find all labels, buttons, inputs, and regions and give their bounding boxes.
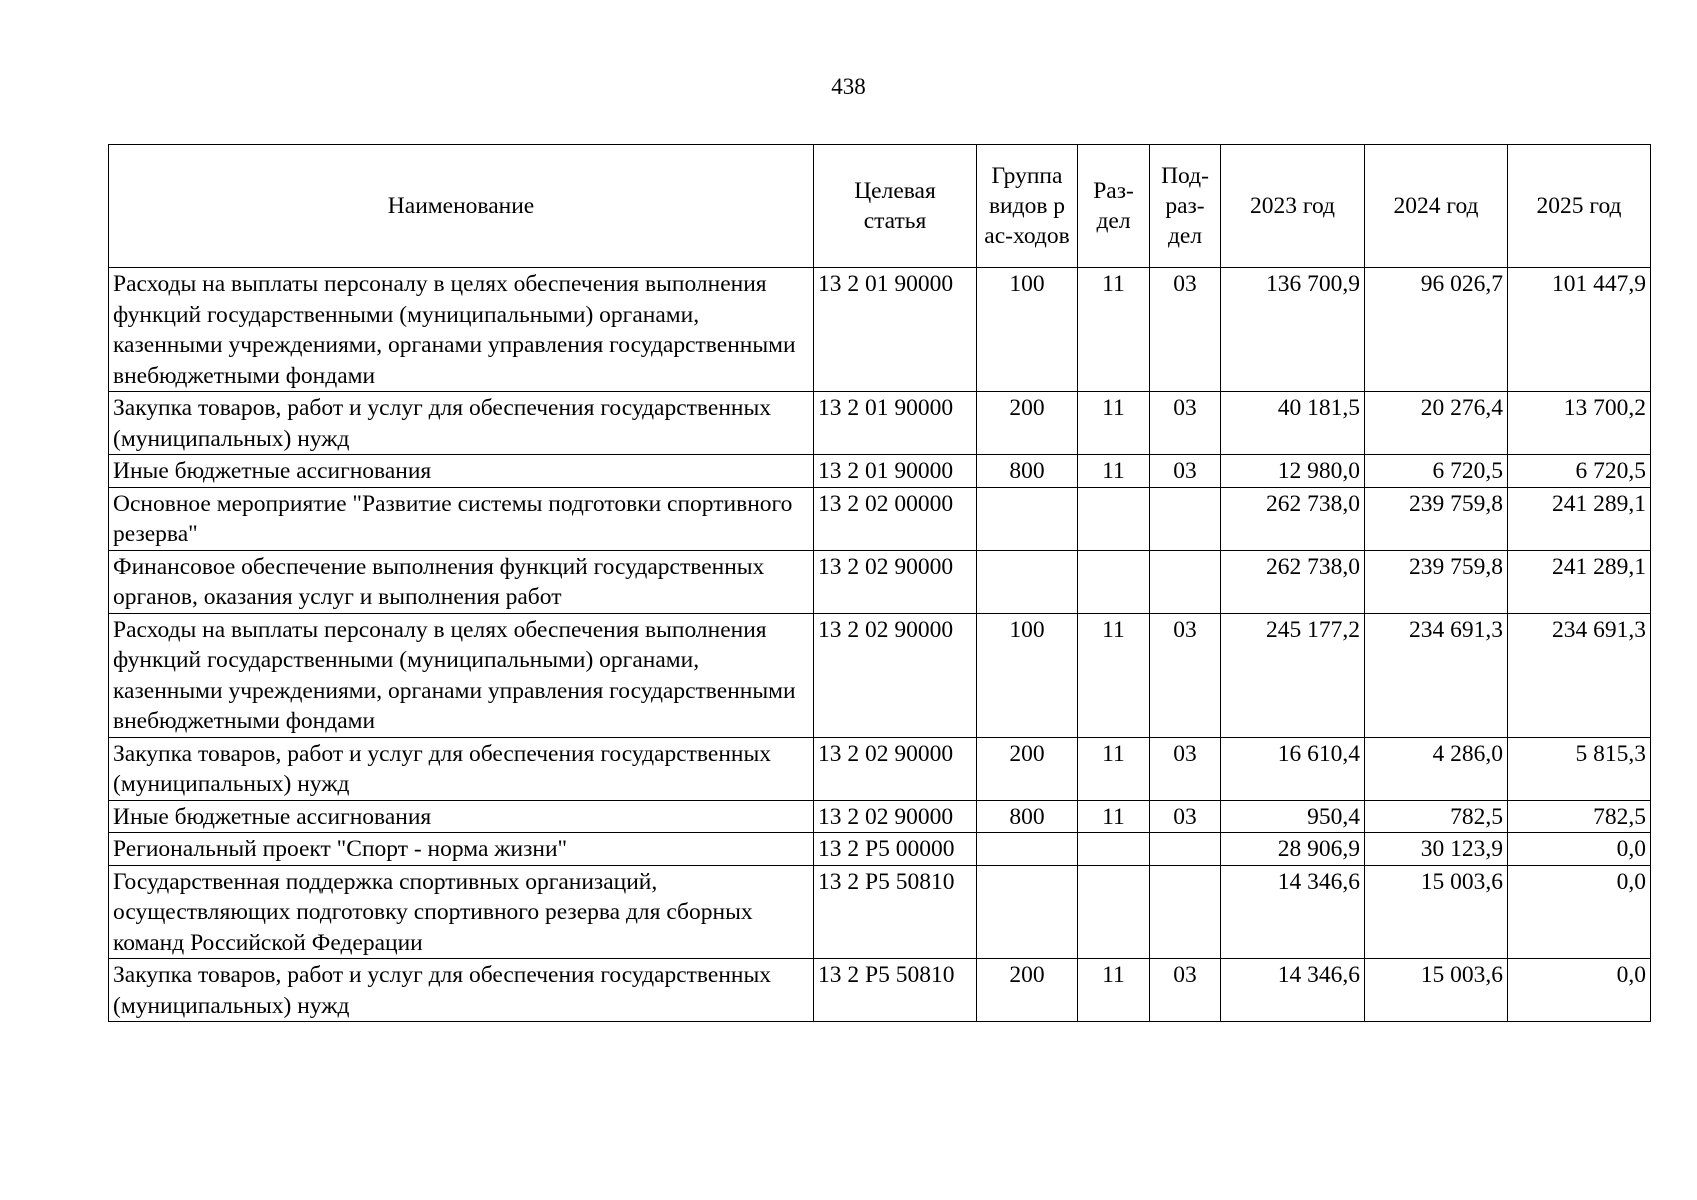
cell-2025: 0,0	[1508, 959, 1651, 1022]
cell-section: 11	[1078, 959, 1150, 1022]
cell-expense-group	[977, 487, 1078, 550]
cell-section: 11	[1078, 613, 1150, 737]
cell-target-article: 13 2 01 90000	[814, 392, 977, 455]
header-2025: 2025 год	[1508, 145, 1651, 268]
table-row	[109, 613, 1651, 737]
cell-subsection	[1150, 833, 1221, 866]
cell-section	[1078, 550, 1150, 613]
header-subsection-text: Под-раз-дел	[1161, 163, 1209, 249]
cell-section: 11	[1078, 392, 1150, 455]
cell-2024: 15 003,6	[1365, 959, 1508, 1022]
cell-expense-group	[977, 550, 1078, 613]
cell-2025: 241 289,1	[1508, 550, 1651, 613]
cell-2025: 0,0	[1508, 833, 1651, 866]
budget-table	[108, 144, 1651, 1022]
cell-target-article: 13 2 P5 00000	[814, 833, 977, 866]
cell-section	[1078, 865, 1150, 959]
cell-2023: 14 346,6	[1221, 865, 1365, 959]
cell-section: 11	[1078, 800, 1150, 833]
header-section	[1078, 145, 1150, 268]
header-2023: 2023 год	[1221, 145, 1365, 268]
cell-target-article: 13 2 P5 50810	[814, 865, 977, 959]
cell-subsection: 03	[1150, 959, 1221, 1022]
cell-2025: 6 720,5	[1508, 455, 1651, 488]
cell-2023: 14 346,6	[1221, 959, 1365, 1022]
table-row	[109, 833, 1651, 866]
cell-section: 11	[1078, 455, 1150, 488]
cell-2023: 262 738,0	[1221, 550, 1365, 613]
cell-target-article: 13 2 01 90000	[814, 455, 977, 488]
cell-name: Иные бюджетные ассигнования	[109, 800, 814, 833]
cell-expense-group: 800	[977, 800, 1078, 833]
cell-name: Закупка товаров, работ и услуг для обеспечения государственных (муниципальных) нужд	[109, 392, 814, 455]
table-row	[109, 455, 1651, 488]
cell-expense-group	[977, 865, 1078, 959]
table-header-row	[109, 145, 1651, 268]
cell-section	[1078, 487, 1150, 550]
cell-expense-group: 200	[977, 737, 1078, 800]
header-expense-group	[977, 145, 1078, 268]
cell-name: Региональный проект "Спорт - норма жизни"	[109, 833, 814, 866]
cell-2025: 234 691,3	[1508, 613, 1651, 737]
table-row	[109, 487, 1651, 550]
cell-2025: 101 447,9	[1508, 268, 1651, 392]
header-section-text: Раз-дел	[1093, 178, 1134, 234]
cell-2024: 20 276,4	[1365, 392, 1508, 455]
cell-subsection	[1150, 865, 1221, 959]
cell-subsection: 03	[1150, 800, 1221, 833]
cell-2025: 13 700,2	[1508, 392, 1651, 455]
cell-expense-group	[977, 833, 1078, 866]
cell-subsection: 03	[1150, 737, 1221, 800]
cell-target-article: 13 2 01 90000	[814, 268, 977, 392]
cell-subsection: 03	[1150, 268, 1221, 392]
cell-2023: 16 610,4	[1221, 737, 1365, 800]
cell-expense-group: 100	[977, 268, 1078, 392]
cell-target-article: 13 2 02 90000	[814, 550, 977, 613]
cell-subsection: 03	[1150, 392, 1221, 455]
header-subsection	[1150, 145, 1221, 268]
cell-section: 11	[1078, 737, 1150, 800]
cell-subsection: 03	[1150, 613, 1221, 737]
cell-name: Закупка товаров, работ и услуг для обеспечения государственных (муниципальных) нужд	[109, 737, 814, 800]
table-row	[109, 268, 1651, 392]
cell-2023: 12 980,0	[1221, 455, 1365, 488]
cell-2023: 40 181,5	[1221, 392, 1365, 455]
cell-name: Расходы на выплаты персоналу в целях обеспечения выполнения функций государственными (муниципальными) органами, казенными учреждениями, органами управления государственными внебюджетными фондами	[109, 268, 814, 392]
cell-2025: 241 289,1	[1508, 487, 1651, 550]
cell-target-article: 13 2 02 00000	[814, 487, 977, 550]
header-name: Наименование	[109, 145, 814, 268]
header-2024: 2024 год	[1365, 145, 1508, 268]
header-target-article	[814, 145, 977, 268]
cell-2023: 136 700,9	[1221, 268, 1365, 392]
cell-expense-group: 200	[977, 959, 1078, 1022]
table-row	[109, 737, 1651, 800]
cell-subsection	[1150, 550, 1221, 613]
cell-expense-group: 200	[977, 392, 1078, 455]
table-row	[109, 800, 1651, 833]
cell-name: Государственная поддержка спортивных организаций, осуществляющих подготовку спортивного резерва для сборных команд Российской Федерации	[109, 865, 814, 959]
cell-name: Закупка товаров, работ и услуг для обеспечения государственных (муниципальных) нужд	[109, 959, 814, 1022]
cell-name: Финансовое обеспечение выполнения функций государственных органов, оказания услуг и выполнения работ	[109, 550, 814, 613]
cell-section	[1078, 833, 1150, 866]
cell-subsection	[1150, 487, 1221, 550]
cell-2025: 5 815,3	[1508, 737, 1651, 800]
table-row	[109, 959, 1651, 1022]
cell-2024: 6 720,5	[1365, 455, 1508, 488]
cell-2024: 234 691,3	[1365, 613, 1508, 737]
table-row	[109, 550, 1651, 613]
cell-2024: 239 759,8	[1365, 550, 1508, 613]
cell-2025: 0,0	[1508, 865, 1651, 959]
cell-subsection: 03	[1150, 455, 1221, 488]
cell-expense-group: 100	[977, 613, 1078, 737]
cell-2024: 239 759,8	[1365, 487, 1508, 550]
cell-target-article: 13 2 P5 50810	[814, 959, 977, 1022]
cell-2024: 30 123,9	[1365, 833, 1508, 866]
cell-expense-group: 800	[977, 455, 1078, 488]
cell-2024: 96 026,7	[1365, 268, 1508, 392]
cell-name: Основное мероприятие "Развитие системы подготовки спортивного резерва"	[109, 487, 814, 550]
cell-name: Иные бюджетные ассигнования	[109, 455, 814, 488]
header-target-article-text: Целевая статья	[854, 178, 936, 234]
table-row	[109, 392, 1651, 455]
page-number: 438	[831, 74, 866, 99]
cell-target-article: 13 2 02 90000	[814, 800, 977, 833]
cell-2023: 262 738,0	[1221, 487, 1365, 550]
cell-2024: 4 286,0	[1365, 737, 1508, 800]
cell-target-article: 13 2 02 90000	[814, 613, 977, 737]
cell-target-article: 13 2 02 90000	[814, 737, 977, 800]
cell-2023: 245 177,2	[1221, 613, 1365, 737]
cell-2024: 15 003,6	[1365, 865, 1508, 959]
cell-2025: 782,5	[1508, 800, 1651, 833]
table-row	[109, 865, 1651, 959]
cell-2023: 950,4	[1221, 800, 1365, 833]
cell-section: 11	[1078, 268, 1150, 392]
cell-name: Расходы на выплаты персоналу в целях обеспечения выполнения функций государственными (муниципальными) органами, казенными учреждениями, органами управления государственными внебюджетными фондами	[109, 613, 814, 737]
cell-2023: 28 906,9	[1221, 833, 1365, 866]
cell-2024: 782,5	[1365, 800, 1508, 833]
header-expense-group-text: Группа видов рас-ходов	[984, 163, 1070, 249]
